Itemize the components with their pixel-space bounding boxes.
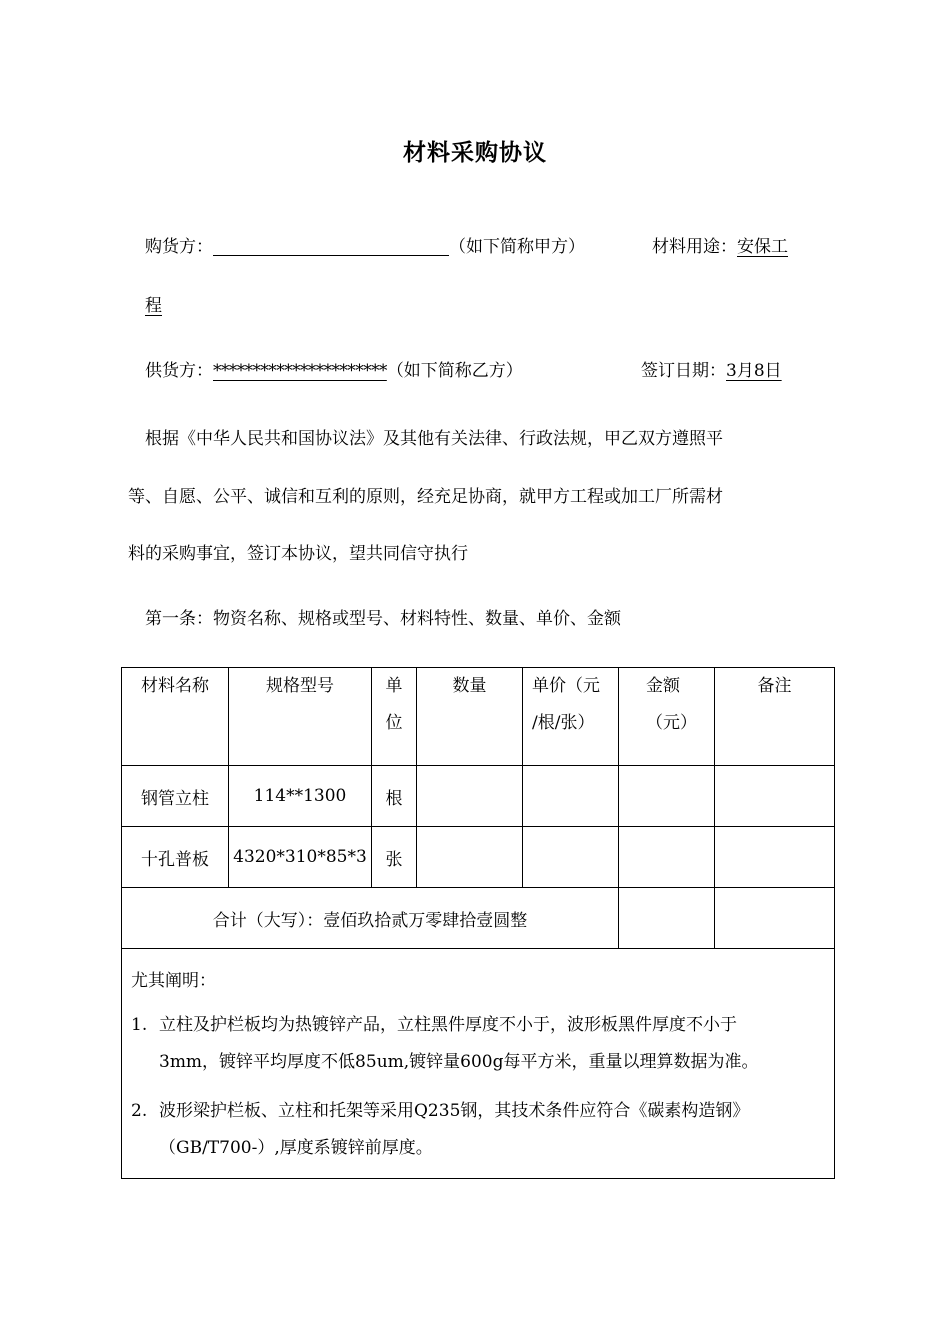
cell-unit: 张 — [372, 827, 417, 888]
table-header-row — [122, 668, 835, 766]
table-row — [122, 766, 835, 827]
cell-amount — [619, 827, 715, 888]
cell-spec: 4320*310*85*3 — [229, 827, 372, 888]
note-1-line1: 立柱及护栏板均为热镀锌产品，立柱黑件厚度不小于，波形板黑件厚度不小于 — [159, 1015, 737, 1035]
note-item-1 — [131, 1007, 826, 1081]
intro-line-3: 料的采购事宜，签订本协议，望共同信守执行 — [128, 544, 468, 564]
sign-date-label: 签订日期： — [641, 361, 726, 381]
buyer-line — [145, 232, 585, 257]
header-amount-line1: 金额 — [646, 676, 680, 696]
header-price — [523, 668, 619, 766]
header-qty: 数量 — [417, 668, 523, 766]
cell-amount — [619, 766, 715, 827]
total-row — [122, 888, 835, 949]
total-remark-cell — [715, 888, 835, 949]
note-item-2 — [131, 1093, 826, 1167]
supplier-label: 供货方： — [145, 361, 213, 381]
cell-qty — [417, 766, 523, 827]
note-2-line2: （GB/T700-）,厚度系镀锌前厚度。 — [159, 1138, 433, 1158]
buyer-label: 购货方： — [145, 237, 213, 257]
table-row — [122, 827, 835, 888]
cell-unit: 根 — [372, 766, 417, 827]
header-remark: 备注 — [715, 668, 835, 766]
buyer-suffix: （如下简称甲方） — [449, 237, 585, 257]
notes-title: 尤其阐明： — [131, 971, 216, 991]
header-spec: 规格型号 — [229, 668, 372, 766]
header-name: 材料名称 — [122, 668, 229, 766]
purpose-value: 安保工 — [737, 237, 788, 257]
sign-date-value: 3月8日 — [726, 361, 782, 381]
document-title: 材料采购协议 — [403, 139, 547, 166]
header-amount-line2: （元） — [646, 713, 697, 733]
supplier-value: ********************** — [213, 361, 387, 381]
supplier-line — [145, 356, 523, 381]
cell-remark — [715, 766, 835, 827]
header-unit-line2: 位 — [385, 713, 403, 733]
intro-line-2: 等、自愿、公平、诚信和互利的原则，经充足协商，就甲方工程或加工厂所需材 — [128, 487, 723, 507]
cell-price — [523, 766, 619, 827]
cell-name: 钢管立柱 — [122, 766, 229, 827]
header-price-line2: /根/张） — [532, 713, 595, 733]
note-1-line2: 3mm，镀锌平均厚度不低85um,镀锌量600g每平方米，重量以理算数据为准。 — [159, 1052, 759, 1072]
cell-qty — [417, 827, 523, 888]
header-price-line1: 单价（元 — [532, 676, 600, 696]
header-unit — [372, 668, 417, 766]
note-2-number: 2. — [131, 1101, 148, 1121]
header-unit-line1: 单 — [385, 676, 403, 696]
cell-remark — [715, 827, 835, 888]
total-amount-cell — [619, 888, 715, 949]
note-1-number: 1. — [131, 1015, 148, 1035]
cell-price — [523, 827, 619, 888]
cell-spec: 114**1300 — [229, 766, 372, 827]
intro-line-1: 根据《中华人民共和国协议法》及其他有关法律、行政法规，甲乙双方遵照平 — [145, 429, 723, 449]
sign-date-line — [641, 356, 782, 381]
article-1-heading: 第一条：物资名称、规格或型号、材料特性、数量、单价、金额 — [145, 609, 621, 629]
header-amount — [619, 668, 715, 766]
purpose-value-cont: 程 — [145, 296, 162, 316]
purpose-label: 材料用途： — [652, 237, 737, 257]
purpose-line — [652, 232, 788, 257]
note-2-line1: 波形梁护栏板、立柱和托架等采用Q235钢，其技术条件应符合《碳素构造钢》 — [159, 1101, 750, 1121]
cell-name: 十孔普板 — [122, 827, 229, 888]
total-text: 合计（大写）：壹佰玖拾贰万零肆拾壹圆整 — [122, 888, 619, 949]
supplier-suffix: （如下简称乙方） — [386, 361, 523, 381]
buyer-blank — [213, 237, 449, 256]
